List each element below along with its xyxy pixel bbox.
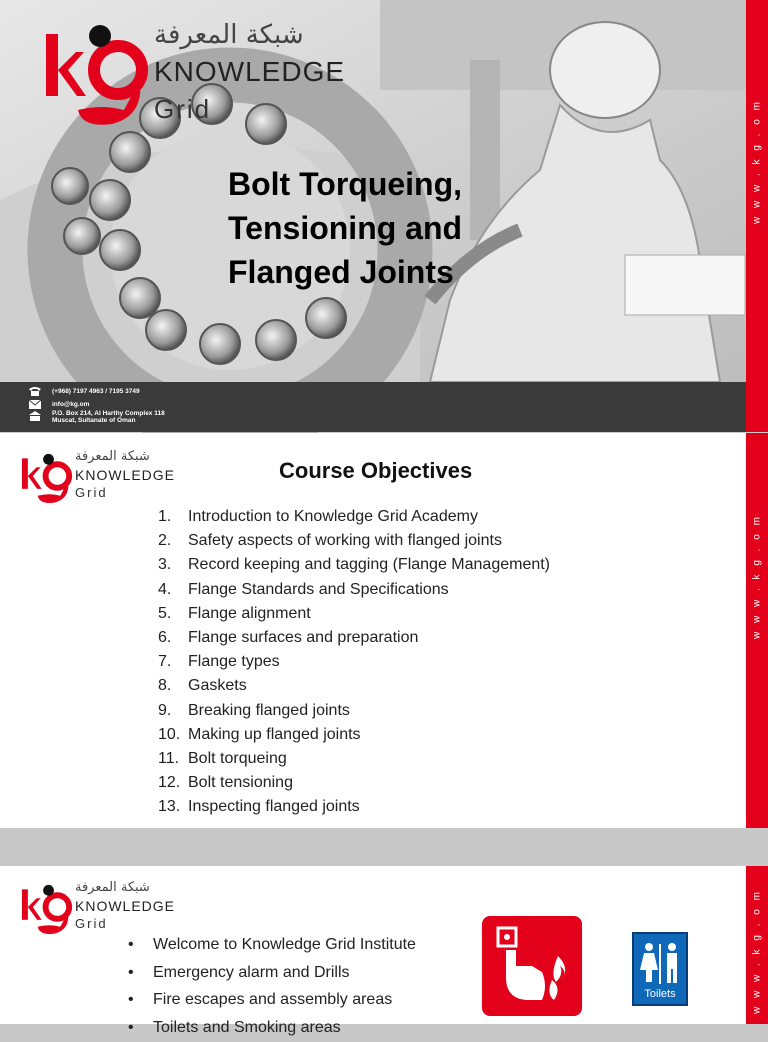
course-objectives-slide <box>0 433 768 828</box>
brand-arabic: شبكة المعرفة <box>75 449 150 464</box>
title-slide <box>0 0 768 432</box>
brand-sub: Grid <box>75 916 108 931</box>
building-icon <box>28 410 42 422</box>
side-accent-strip <box>746 866 768 1024</box>
brand-arabic: شبكة المعرفة <box>154 20 304 50</box>
toilets-label: Toilets <box>634 988 686 1000</box>
list-item: 9. Breaking flanged joints <box>158 699 550 723</box>
list-item: 13. Inspecting flanged joints <box>158 795 550 819</box>
contact-footer <box>0 382 746 432</box>
phone-row <box>28 385 140 397</box>
brand-sub: Grid <box>75 485 108 500</box>
list-item: 12. Bolt tensioning <box>158 771 550 795</box>
list-item: 7. Flange types <box>158 650 550 674</box>
toilets-sign-icon <box>632 932 688 1006</box>
brand-name: KNOWLEDGE <box>75 467 175 483</box>
website-url: w w w . k g . o m <box>752 623 763 639</box>
side-accent-strip <box>746 433 768 828</box>
title-line-2: Tensioning and <box>228 206 462 250</box>
brand-name: KNOWLEDGE <box>75 898 175 914</box>
knowledge-grid-logo <box>42 20 382 132</box>
website-url: w w w . k g . o m <box>752 208 763 224</box>
address-line-2: Muscat, Sultanate of Oman <box>52 417 165 424</box>
fire-alarm-icon <box>482 916 582 1016</box>
address-row <box>28 410 165 424</box>
brand-arabic: شبكة المعرفة <box>75 880 150 895</box>
list-item: 6. Flange surfaces and preparation <box>158 626 550 650</box>
list-item: • Toilets and Smoking areas <box>128 1015 416 1042</box>
list-item: 8. Gaskets <box>158 674 550 698</box>
woman-man-icon <box>634 940 686 986</box>
list-item: 4. Flange Standards and Specifications <box>158 578 550 602</box>
objectives-list <box>158 505 550 819</box>
title-line-3: Flanged Joints <box>228 250 462 294</box>
email-row <box>28 398 89 410</box>
slide-heading: Course Objectives <box>279 458 472 484</box>
welcome-bullets <box>128 932 416 1042</box>
slide-separator <box>0 828 768 865</box>
email-address[interactable]: info@kg.om <box>52 401 89 408</box>
title-line-1: Bolt Torqueing, <box>228 162 462 206</box>
brand-sub: Grid <box>154 94 211 125</box>
phone-icon <box>28 385 42 397</box>
website-url: w w w . k g . o m <box>752 998 763 1014</box>
kg-logo-mark-icon <box>42 20 160 132</box>
list-item: • Welcome to Knowledge Grid Institute <box>128 932 416 960</box>
address-line-1: P.O. Box 214, Al Harthy Complex 118 <box>52 410 165 417</box>
list-item: • Fire escapes and assembly areas <box>128 987 416 1015</box>
welcome-slide <box>0 866 768 1024</box>
side-accent-strip <box>746 0 768 432</box>
knowledge-grid-logo <box>20 451 190 509</box>
brand-name: KNOWLEDGE <box>154 56 345 88</box>
list-item: 1. Introduction to Knowledge Grid Academy <box>158 505 550 529</box>
phone-number: (+968) 7197 4963 / 7195 3749 <box>52 388 140 395</box>
list-item: 10. Making up flanged joints <box>158 723 550 747</box>
list-item: 11. Bolt torqueing <box>158 747 550 771</box>
list-item: 3. Record keeping and tagging (Flange Management) <box>158 553 550 577</box>
kg-logo-mark-icon <box>20 882 78 938</box>
list-item: 5. Flange alignment <box>158 602 550 626</box>
list-item: • Emergency alarm and Drills <box>128 960 416 988</box>
slide-title <box>228 162 462 294</box>
list-item: 2. Safety aspects of working with flanged joints <box>158 529 550 553</box>
kg-logo-mark-icon <box>20 451 78 507</box>
mail-icon <box>28 398 42 410</box>
